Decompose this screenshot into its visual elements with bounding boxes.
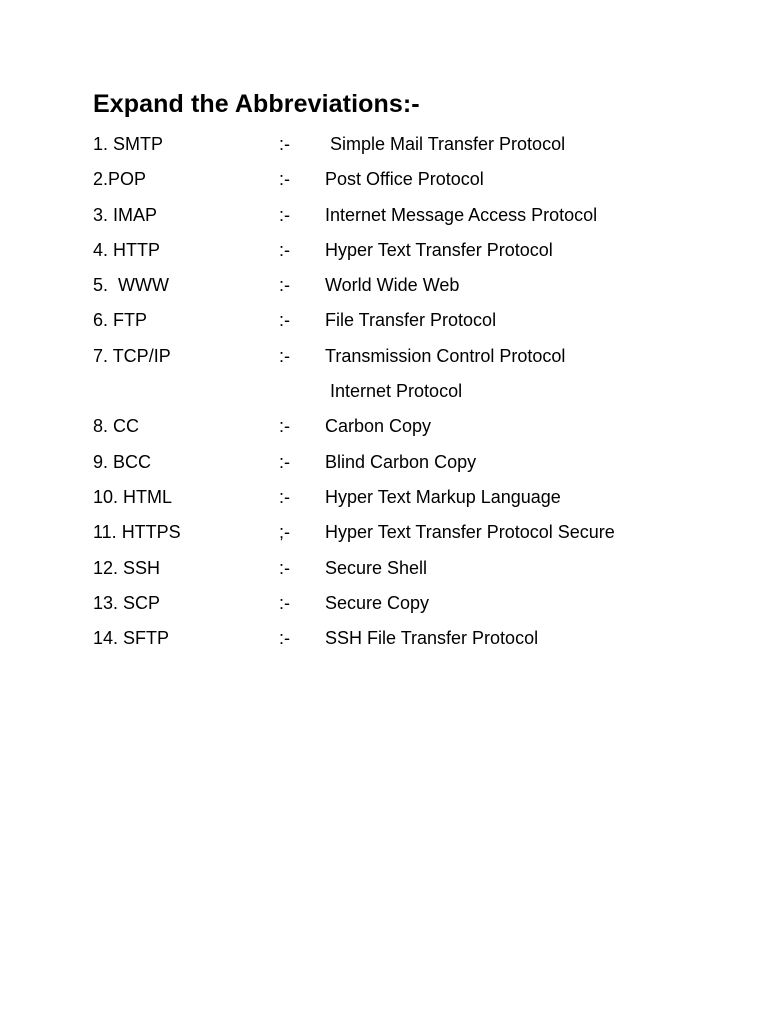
expansion: Internet Message Access Protocol: [325, 204, 598, 225]
separator: :-: [279, 451, 290, 472]
list-item: [93, 272, 693, 307]
abbreviation: 12. SSH: [93, 557, 161, 578]
abbreviation-list: [93, 131, 693, 660]
list-item: [93, 166, 693, 201]
expansion: World Wide Web: [325, 275, 460, 296]
expansion: Post Office Protocol: [325, 169, 484, 190]
abbreviation: 7. TCP/IP: [93, 345, 171, 366]
list-item: [93, 449, 693, 484]
separator: :-: [279, 592, 290, 613]
abbreviation: 14. SFTP: [93, 628, 170, 649]
expansion: Hyper Text Transfer Protocol: [325, 239, 553, 260]
list-item: [93, 625, 693, 660]
separator: :-: [279, 275, 290, 296]
separator: :-: [279, 416, 290, 437]
list-item: [93, 555, 693, 590]
expansion: Hyper Text Transfer Protocol Secure: [325, 522, 615, 543]
abbreviation: 3. IMAP: [93, 204, 158, 225]
abbreviation: 5. WWW: [93, 275, 169, 296]
separator: :-: [279, 239, 290, 260]
abbreviation: 2.POP: [93, 169, 147, 190]
separator: :-: [279, 345, 290, 366]
separator: ;-: [279, 522, 290, 543]
expansion: SSH File Transfer Protocol: [325, 628, 539, 649]
list-item: [93, 237, 693, 272]
abbreviation: 1. SMTP: [93, 134, 164, 154]
list-item: [93, 343, 693, 378]
list-item: [93, 413, 693, 448]
separator: :-: [279, 169, 290, 190]
expansion: Simple Mail Transfer Protocol: [325, 134, 566, 154]
expansion: Transmission Control Protocol: [325, 345, 566, 366]
list-item: [93, 519, 693, 554]
abbreviation: 11. HTTPS: [93, 522, 181, 543]
expansion: Carbon Copy: [325, 416, 432, 437]
expansion: File Transfer Protocol: [325, 310, 497, 331]
abbreviation: 13. SCP: [93, 592, 161, 613]
separator: :-: [279, 486, 290, 507]
separator: :-: [279, 310, 290, 331]
expansion: Blind Carbon Copy: [325, 451, 477, 472]
abbreviation: 8. CC: [93, 416, 140, 437]
separator: :-: [279, 204, 290, 225]
abbreviation: 10. HTML: [93, 486, 173, 507]
separator: :-: [279, 134, 290, 154]
expansion: Secure Copy: [325, 592, 430, 613]
expansion: Secure Shell: [325, 557, 428, 578]
separator: :-: [279, 628, 290, 649]
abbreviation: 9. BCC: [93, 451, 152, 472]
list-item: [93, 590, 693, 625]
expansion: Internet Protocol: [325, 381, 463, 402]
list-item: [93, 202, 693, 237]
list-item: [93, 484, 693, 519]
page-title: Expand the Abbreviations:-: [93, 90, 420, 118]
list-item: [93, 131, 693, 166]
list-item-continuation: [93, 378, 693, 413]
expansion: Hyper Text Markup Language: [325, 486, 561, 507]
abbreviation: 6. FTP: [93, 310, 148, 331]
list-item: [93, 307, 693, 342]
separator: :-: [279, 557, 290, 578]
abbreviation: 4. HTTP: [93, 239, 161, 260]
